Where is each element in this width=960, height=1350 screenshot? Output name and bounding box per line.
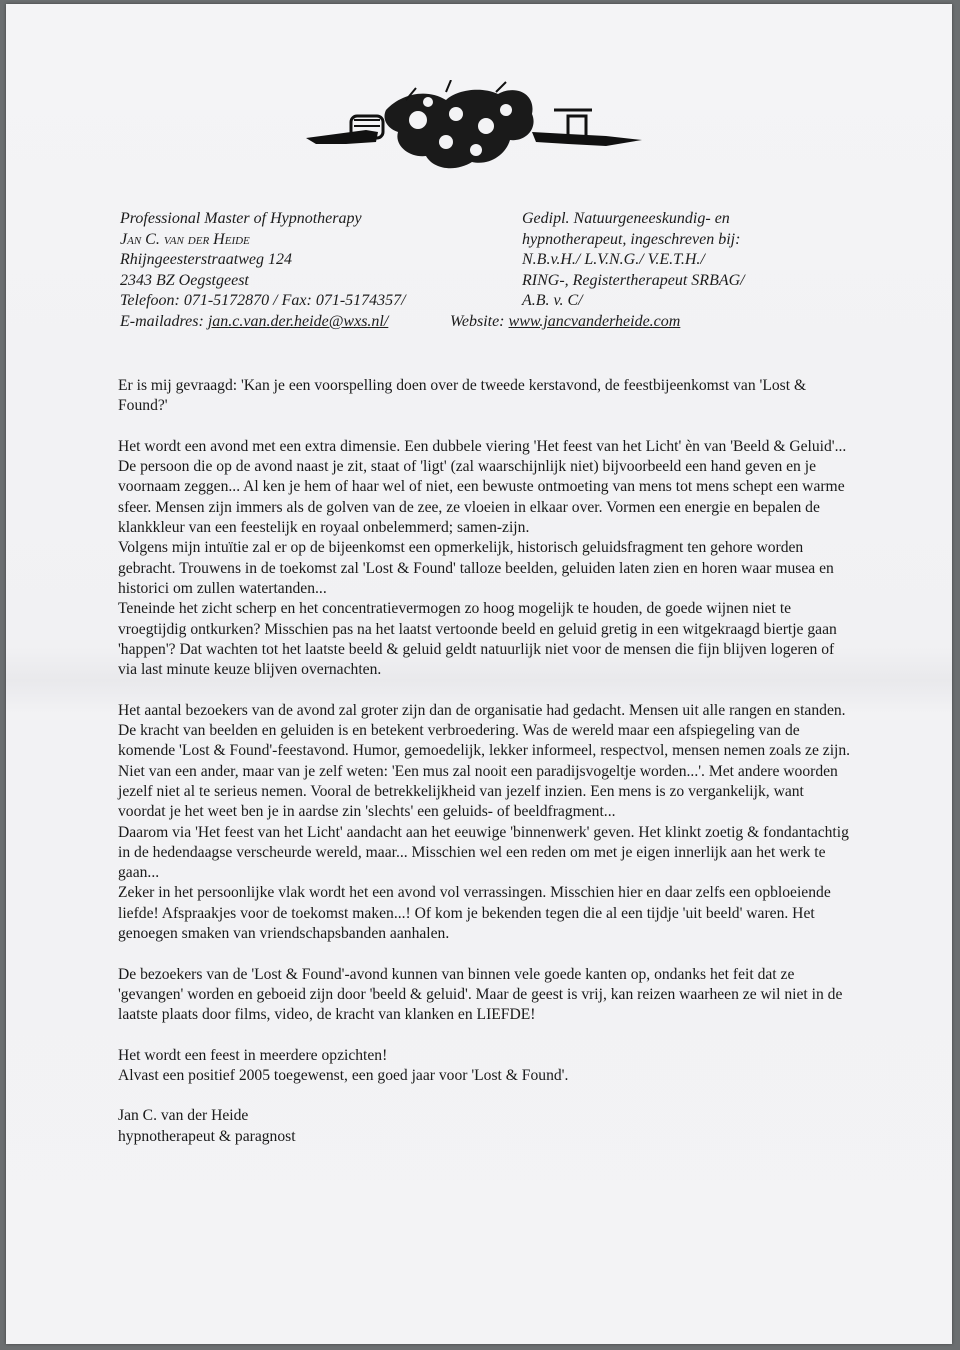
credentials-line-2: hypnotherapeut, ingeschreven bij:: [522, 230, 741, 248]
email-line: [120, 312, 500, 333]
website-line: [450, 312, 680, 333]
professional-title: Professional Master of Hypnotherapy: [120, 210, 362, 227]
paragraph: Teneinde het zicht scherp en het concentratievermogen zo hoog mogelijk te houden, de goede wijnen niet te vroegtijdig ontkurken? Misschien pas na het laatst vertoonde beeld en geluid gretig in een witgekraagd biertje gaan 'happen'? Dat wachten tot het laatste beeld & geluid geldt natuurlijk niet voor de mensen die fijn blijven logeren of via last minute keuze blijven overnachten.: [118, 600, 837, 679]
letter-page: [6, 4, 952, 1344]
phone-fax: Telefoon: 071-5172870 / Fax: 071-5174357/: [120, 292, 406, 310]
website-link[interactable]: www.jancvanderheide.com: [508, 313, 681, 330]
credentials-line-3: N.B.v.H./ L.V.N.G./ V.E.T.H./: [522, 251, 705, 269]
paragraph: Volgens mijn intuïtie zal er op de bijeenkomst een opmerkelijk, historisch geluidsfragment ten gehore worden gebracht. Trouwens in de toekomst zal 'Lost & Found' talloze beelden, geluiden laten zien en horen waar musea en historici om zullen watertanden...: [118, 539, 834, 597]
paragraph: Niet van een ander, maar van je zelf weten: 'Een mus zal nooit een paradijsvogeltje worden...'. Met andere woorden jezelf niet al te serieus nemen. Vooral de betrekkelijkheid van jezelf inzien. Een mens is zo vergankelijk, want voordat je het weet ben je in aardse zin 'slechts' een geluids- of beeldfragment...: [118, 762, 838, 821]
postal-city: 2343 BZ Oegstgeest: [120, 271, 249, 289]
email-link[interactable]: jan.c.van.der.heide@wxs.nl/: [207, 312, 389, 330]
paragraph: Het aantal bezoekers van de avond zal groter zijn dan de organisatie had gedacht. Mensen uit alle rangen en standen. De kracht van beelden en geluiden is en betekent verbroedering. Was de wereld maar een afspiegeling van de komende 'Lost & Found'-feestavond. Humor, gemoedelijk, lekker informeel, respectvol, mensen nemen zoals ze zijn.: [118, 701, 851, 760]
website-label: Website:: [450, 313, 509, 330]
paragraph: De persoon die op de avond naast je zit, staat of 'ligt' (zal waarschijnlijk niet) bijvoorbeeld een hand geven en je voornaam zeggen... Al ken je hem of haar wel of niet, een bewuste ontmoeting van mens tot mens schept een warme sfeer. Mensen zijn immers als de golven van de zee, ze vloeien in elkaar over. Vormen een energie en bepalen de klankkleur van een feestelijk en royaal onbelemmerd; samen-zijn.: [118, 458, 845, 537]
credentials-line-5: A.B. v. C/: [522, 292, 583, 310]
signature-block: [118, 1106, 853, 1147]
closing-line: Alvast een positief 2005 toegewenst, een goed jaar voor 'Lost & Found'.: [118, 1067, 569, 1085]
contact-block: [120, 209, 500, 333]
paragraph: Zeker in het persoonlijke vlak wordt het een avond vol verrassingen. Misschien hier en daar zelfs een opbloeiende liefde! Afspraakjes voor de toekomst maken...! Of kom je bekenden tegen die al een tijdje 'uit beeld' waren. Het genoegen smaken van vriendschapsbanden aanhalen.: [118, 884, 831, 943]
credentials-line-1: Gedipl. Natuurgeneeskundig- en: [522, 210, 730, 227]
signature-name: Jan C. van der Heide: [118, 1107, 249, 1125]
handshake-logo-icon: [306, 80, 646, 180]
paragraph: Het wordt een avond met een extra dimensie. Een dubbele viering 'Het feest van het Licht' èn van 'Beeld & Geluid'...: [118, 437, 847, 455]
intro-paragraph: Er is mij gevraagd: 'Kan je een voorspelling doen over de tweede kerstavond, de feestbijeenkomst van 'Lost & Found?': [118, 377, 807, 415]
signature-role: hypnotherapeut & paragnost: [118, 1127, 296, 1145]
email-label: E-mailadres:: [120, 312, 208, 330]
credentials-line-4: RING-, Registertherapeut SRBAG/: [522, 271, 745, 289]
credentials-block: [522, 209, 822, 312]
closing-line: Het wordt een feest in meerdere opzichten!: [118, 1046, 388, 1064]
practitioner-name: Jan C. van der Heide: [120, 230, 250, 248]
paragraph: Daarom via 'Het feest van het Licht' aandacht aan het eeuwige 'binnenwerk' geven. Het klinkt zoetig & fondantachtig in de hedendaagse verscheurde wereld, maar... Misschien wel een reden om met je eigen innerlijk aan het werk te gaan...: [118, 823, 849, 882]
show-through-text: [776, 154, 946, 184]
paragraph: De bezoekers van de 'Lost & Found'-avond kunnen van binnen vele goede kanten op, ondanks het feit dat ze 'gevangen' worden en geboeid zijn door 'beeld & geluid'. Maar de geest is vrij, kan reizen waarheen ze wil niet in de laatste plaats door films, video, de kracht van klanken en LIEFDE!: [118, 965, 843, 1024]
letter-body: [118, 376, 853, 1147]
street-address: Rhijngeesterstraatweg 124: [120, 251, 292, 269]
